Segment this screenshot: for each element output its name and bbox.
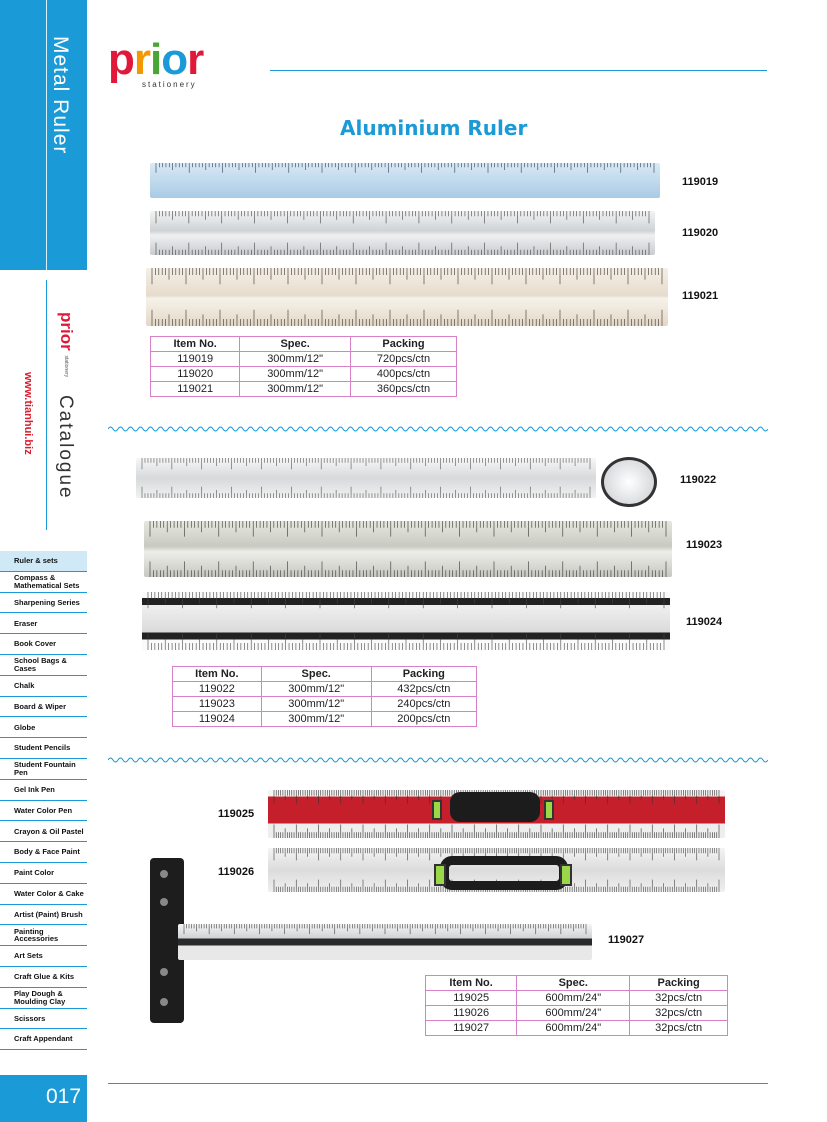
spec-table-1: [150, 336, 457, 397]
nav-item-crayon[interactable]: Crayon & Oil Pastel: [0, 821, 87, 842]
col-item-no: Item No.: [173, 667, 262, 682]
cell: 119027: [426, 1021, 517, 1036]
cell: 600mm/24": [517, 1021, 630, 1036]
nav-item-water-color-pen[interactable]: Water Color Pen: [0, 801, 87, 822]
cell: 119023: [173, 697, 262, 712]
nav-item-compass[interactable]: Compass & Mathematical Sets: [0, 572, 87, 593]
category-nav: [0, 551, 87, 1050]
ruler-image-119026: [268, 848, 725, 892]
page-number: 017: [0, 1075, 87, 1122]
nav-item-art-sets[interactable]: Art Sets: [0, 946, 87, 967]
nav-item-eraser[interactable]: Eraser: [0, 613, 87, 634]
cell: 300mm/12": [261, 682, 371, 697]
ruler-handle: [450, 792, 540, 822]
nav-item-play-dough[interactable]: Play Dough & Moulding Clay: [0, 988, 87, 1009]
cell: 600mm/24": [517, 991, 630, 1006]
ruler-image-119025: [268, 790, 725, 838]
cell: 300mm/12": [240, 382, 351, 397]
nav-item-paint-color[interactable]: Paint Color: [0, 863, 87, 884]
page-title: Aluminium Ruler: [340, 116, 528, 140]
cell: 200pcs/ctn: [371, 712, 476, 727]
ruler-handle: [440, 856, 568, 890]
col-spec: Spec.: [261, 667, 371, 682]
t-square-hole: [160, 998, 168, 1006]
col-packing: Packing: [630, 976, 728, 991]
cell: 119020: [151, 367, 240, 382]
nav-item-gel-pen[interactable]: Gel Ink Pen: [0, 780, 87, 801]
side-divider-blue: [46, 280, 47, 530]
nav-item-pencils[interactable]: Student Pencils: [0, 738, 87, 759]
wave-divider: [108, 424, 768, 434]
ruler-image-119021: [146, 268, 668, 326]
t-square-hole: [160, 968, 168, 976]
cell: 32pcs/ctn: [630, 1021, 728, 1036]
item-code: 119025: [218, 808, 255, 820]
nav-item-brush[interactable]: Artist (Paint) Brush: [0, 905, 87, 926]
ruler-ticks: [150, 163, 660, 198]
ruler-ticks: [136, 458, 596, 498]
item-code: 119027: [608, 934, 645, 946]
item-code: 119022: [680, 474, 717, 486]
cell: 400pcs/ctn: [350, 367, 456, 382]
spec-table-2: [172, 666, 477, 727]
nav-item-scissors[interactable]: Scissors: [0, 1009, 87, 1030]
nav-item-ruler[interactable]: Ruler & sets: [0, 551, 87, 572]
cell: 119022: [173, 682, 262, 697]
col-packing: Packing: [371, 667, 476, 682]
cell: 32pcs/ctn: [630, 1006, 728, 1021]
cell: 119025: [426, 991, 517, 1006]
cell: 360pcs/ctn: [350, 382, 456, 397]
ruler-ticks: [178, 924, 592, 960]
table-row: [173, 712, 477, 727]
wave-path: [108, 427, 768, 431]
item-code: 119020: [682, 227, 719, 239]
table-row: [151, 367, 457, 382]
section-title: Metal Ruler: [49, 36, 72, 155]
spirit-level: [434, 864, 446, 886]
t-square-hole: [160, 898, 168, 906]
nav-item-craft-glue[interactable]: Craft Glue & Kits: [0, 967, 87, 988]
col-spec: Spec.: [240, 337, 351, 352]
cell: 119019: [151, 352, 240, 367]
spirit-level: [432, 800, 442, 820]
cell: 119024: [173, 712, 262, 727]
nav-item-sharpening[interactable]: Sharpening Series: [0, 593, 87, 614]
logo-subtitle: stationery: [142, 80, 197, 89]
ruler-image-119019: [150, 163, 660, 198]
cell: 300mm/12": [261, 712, 371, 727]
cell: 720pcs/ctn: [350, 352, 456, 367]
cell: 240pcs/ctn: [371, 697, 476, 712]
nav-item-book-cover[interactable]: Book Cover: [0, 634, 87, 655]
col-packing: Packing: [350, 337, 456, 352]
nav-item-body-paint[interactable]: Body & Face Paint: [0, 842, 87, 863]
t-square-hole: [160, 870, 168, 878]
nav-item-chalk[interactable]: Chalk: [0, 676, 87, 697]
table-row: [426, 1021, 728, 1036]
cell: 32pcs/ctn: [630, 991, 728, 1006]
ruler-image-119022: [136, 458, 596, 498]
ruler-image-119024: [142, 592, 670, 650]
cell: 300mm/12": [240, 352, 351, 367]
ruler-image-119020: [150, 211, 655, 255]
ruler-ticks: [150, 211, 655, 255]
t-square-blade: [178, 924, 592, 960]
ruler-image-119023: [144, 521, 672, 577]
nav-item-school-bags[interactable]: School Bags & Cases: [0, 655, 87, 676]
nav-item-globe[interactable]: Globe: [0, 717, 87, 738]
cell: 432pcs/ctn: [371, 682, 476, 697]
wave-divider: [108, 755, 768, 765]
col-item-no: Item No.: [151, 337, 240, 352]
ruler-profile-inset: [601, 457, 657, 507]
item-code: 119023: [686, 539, 723, 551]
side-divider: [46, 0, 47, 270]
cell: 300mm/12": [261, 697, 371, 712]
table-row: [426, 991, 728, 1006]
spirit-level: [560, 864, 572, 886]
table-row: [173, 682, 477, 697]
spirit-level: [544, 800, 554, 820]
table-row: [151, 382, 457, 397]
col-item-no: Item No.: [426, 976, 517, 991]
cell: 119026: [426, 1006, 517, 1021]
ruler-ticks: [142, 592, 670, 650]
side-brand-logo: prior stationery: [57, 312, 76, 378]
cell: 300mm/12": [240, 367, 351, 382]
cell: 600mm/24": [517, 1006, 630, 1021]
cell: 119021: [151, 382, 240, 397]
nav-item-craft-appendant[interactable]: Craft Appendant: [0, 1029, 87, 1050]
nav-item-water-color-cake[interactable]: Water Color & Cake: [0, 884, 87, 905]
catalogue-label: Catalogue: [55, 395, 76, 500]
footer-divider: [108, 1083, 768, 1084]
item-code: 119026: [218, 866, 255, 878]
ruler-ticks: [146, 268, 668, 326]
item-code: 119021: [682, 290, 719, 302]
website-url[interactable]: www.tianhui.biz: [22, 372, 34, 455]
ruler-ticks: [144, 521, 672, 577]
col-spec: Spec.: [517, 976, 630, 991]
wave-path: [108, 758, 768, 762]
header-divider: [270, 70, 767, 71]
table-row: [173, 697, 477, 712]
nav-item-board[interactable]: Board & Wiper: [0, 697, 87, 718]
nav-item-fountain-pen[interactable]: Student Fountain Pen: [0, 759, 87, 780]
prior-logo: prior: [108, 35, 204, 84]
item-code: 119024: [686, 616, 723, 628]
nav-item-painting-accessories[interactable]: Painting Accessories: [0, 925, 87, 946]
table-row: [151, 352, 457, 367]
side-section-band: [0, 0, 87, 270]
table-row: [426, 1006, 728, 1021]
item-code: 119019: [682, 176, 719, 188]
spec-table-3: [425, 975, 728, 1036]
